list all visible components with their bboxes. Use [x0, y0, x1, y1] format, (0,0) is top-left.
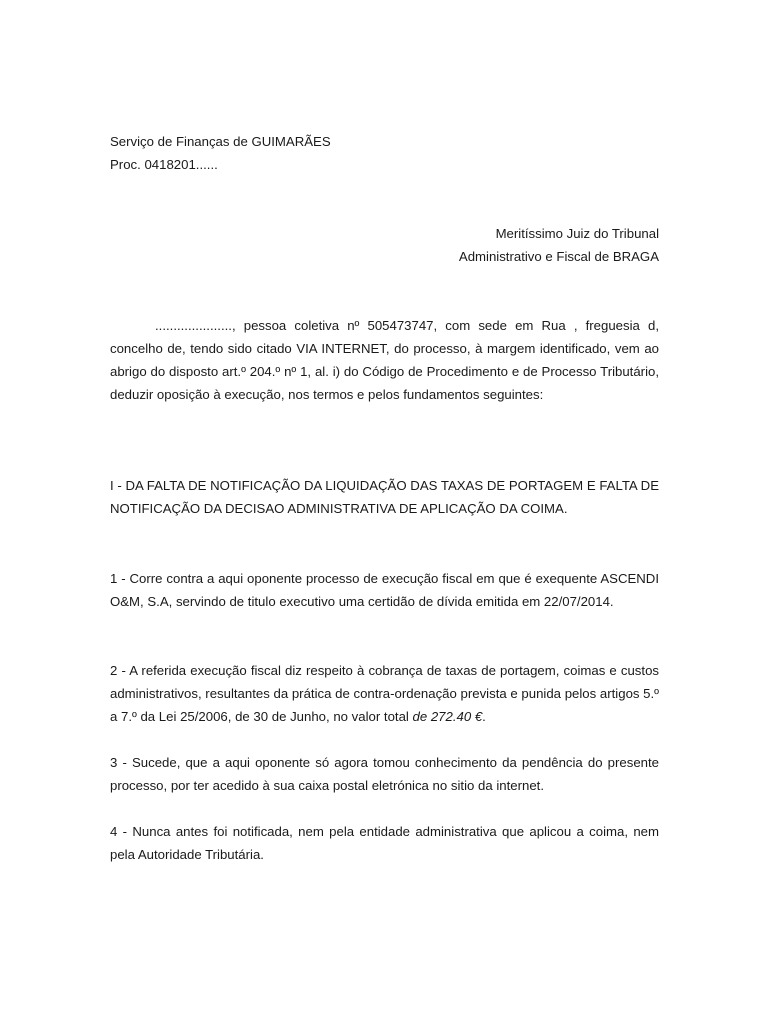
intro-paragraph [110, 314, 659, 406]
paragraph-1: 1 - Corre contra a aqui oponente processo de execução fiscal em que é exequente ASCENDI O&M, S.A, servindo de titulo executivo uma certidão de dívida emitida em 22/07/2014. [110, 571, 659, 609]
addressee-line-1: Meritíssimo Juiz do Tribunal [495, 226, 659, 241]
paragraph-2-text: 2 - A referida execução fiscal diz respeito à cobrança de taxas de portagem, coimas e custos administrativos, resultantes da prática de contra-ordenação prevista e punida pelos artigos 5.º a 7.º da Lei 25/2006, de 30 de Junho, no valor total [110, 663, 659, 724]
section-heading: I - DA FALTA DE NOTIFICAÇÃO DA LIQUIDAÇÃO DAS TAXAS DE PORTAGEM E FALTA DE NOTIFICAÇÃO DA DECISAO ADMINISTRATIVA DE APLICAÇÃO DA COIMA. [110, 478, 659, 516]
paragraph-2-end: . [482, 709, 486, 724]
paragraph-2-amount: de 272.40 € [412, 709, 483, 724]
tax-office-line: Serviço de Finanças de GUIMARÃES [110, 134, 331, 149]
document-header [110, 130, 510, 176]
intro-text: ....................., pessoa coletiva nº 505473747, com sede em Rua , freguesia d, concelho de, tendo sido citado VIA INTERNET, do processo, à margem identificado, vem ao abrigo do disposto art.º 204.º nº 1, al. i) do Código de Procedimento e de Processo Tributário, deduzir oposição à execução, nos termos e pelos fundamentos seguintes: [110, 318, 659, 402]
paragraph-3: 3 - Sucede, que a aqui oponente só agora tomou conhecimento da pendência do presente processo, por ter acedido à sua caixa postal eletrónica no sitio da internet. [110, 755, 659, 793]
addressee-block [239, 222, 659, 268]
process-number-line: Proc. 0418201...... [110, 157, 218, 172]
paragraph-4: 4 - Nunca antes foi notificada, nem pela entidade administrativa que aplicou a coima, nem pela Autoridade Tributária. [110, 824, 659, 862]
paragraph-2 [110, 659, 659, 728]
addressee-line-2: Administrativo e Fiscal de BRAGA [458, 249, 659, 264]
